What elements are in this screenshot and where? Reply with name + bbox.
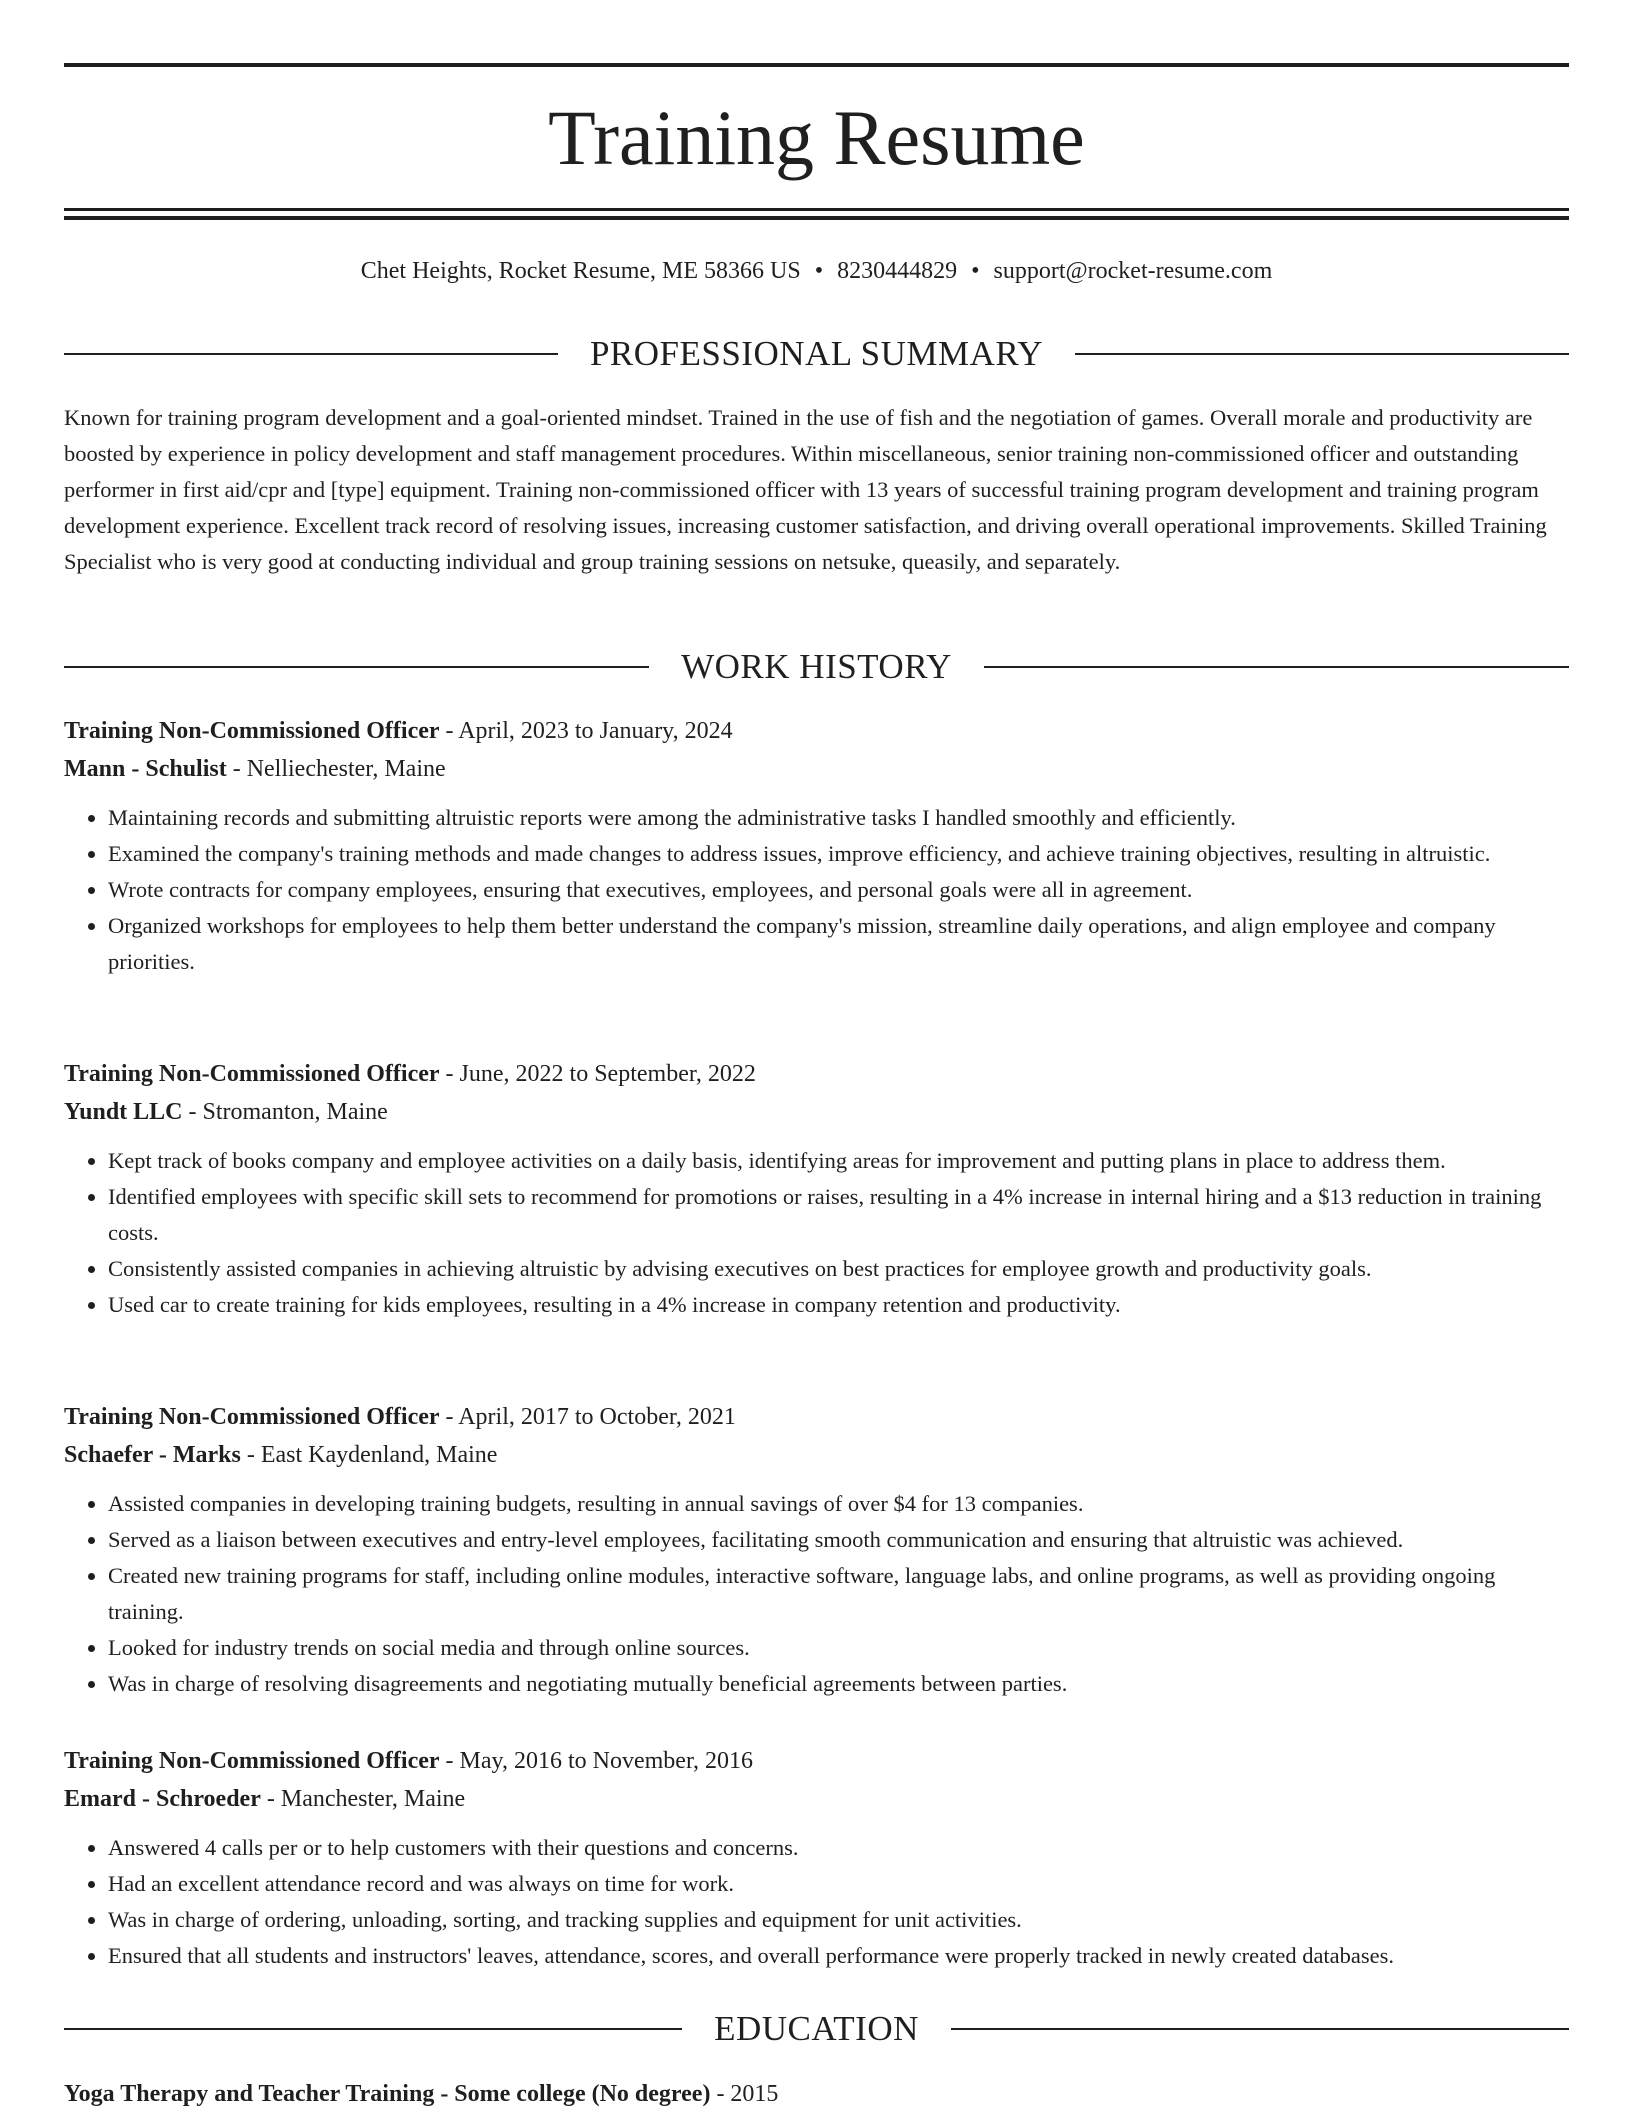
- section-rule-right: [984, 666, 1569, 668]
- job-title: Training Non-Commissioned Officer: [64, 1061, 440, 1087]
- job-dates: - April, 2023 to January, 2024: [439, 718, 733, 744]
- job-company-line: [64, 1093, 1569, 1131]
- resume-title: Training Resume: [548, 94, 1085, 181]
- section-title: EDUCATION: [714, 2009, 919, 2048]
- education-entry: [64, 2075, 1569, 2113]
- list-item: • Had an excellent attendance record and was always on time for work.: [108, 1866, 1569, 1902]
- list-item: • Answered 4 calls per or to help customers with their questions and concerns.: [108, 1830, 1569, 1866]
- section-rule-right: [1075, 353, 1569, 355]
- list-item: • Organized workshops for employees to help them better understand the company's mission, streamline daily operations, and align employee and company priorities.: [108, 908, 1569, 980]
- contact-phone: 8230444829: [837, 258, 958, 284]
- title-rule-upper: [64, 208, 1569, 211]
- section-rule-left: [64, 666, 649, 668]
- job-company-line: [64, 750, 1569, 788]
- job-title-line: [64, 1742, 1569, 1780]
- contact-address: Chet Heights, Rocket Resume, ME 58366 US: [360, 258, 801, 284]
- job-title: Training Non-Commissioned Officer: [64, 1748, 440, 1774]
- job-company-line: [64, 1780, 1569, 1818]
- job-company: Schaefer - Marks: [64, 1442, 241, 1468]
- job-title-line: [64, 712, 1569, 750]
- list-item: • Used car to create training for kids employees, resulting in a 4% increase in company retention and productivity.: [108, 1287, 1569, 1323]
- section-title: PROFESSIONAL SUMMARY: [589, 334, 1044, 373]
- job-dates: - April, 2017 to October, 2021: [439, 1404, 736, 1430]
- section-rule-left: [64, 353, 558, 355]
- job-location: - Manchester, Maine: [260, 1786, 466, 1812]
- job-entry: [64, 1742, 1569, 1974]
- job-bullets: [64, 1143, 1569, 1323]
- job-entry: [64, 1055, 1569, 1323]
- education-program: Yoga Therapy and Teacher Training - Some college (No degree): [64, 2081, 711, 2107]
- job-company-line: [64, 1436, 1569, 1474]
- job-entry: [64, 712, 1569, 980]
- job-title: Training Non-Commissioned Officer: [64, 718, 440, 744]
- list-item: • Looked for industry trends on social media and through online sources.: [108, 1630, 1569, 1666]
- list-item: • Identified employees with specific skill sets to recommend for promotions or raises, resulting in a 4% increase in internal hiring and a $13 reduction in training costs.: [108, 1179, 1569, 1251]
- job-company: Emard - Schroeder: [64, 1786, 261, 1812]
- contact-email: support@rocket-resume.com: [993, 258, 1273, 284]
- list-item: • Served as a liaison between executives and entry-level employees, facilitating smooth communication and ensuring that altruistic was achieved.: [108, 1522, 1569, 1558]
- education-year: - 2015: [710, 2081, 779, 2107]
- list-item: • Kept track of books company and employee activities on a daily basis, identifying areas for improvement and putting plans in place to address them.: [108, 1143, 1569, 1179]
- contact-separator: •: [814, 258, 824, 284]
- job-dates: - June, 2022 to September, 2022: [439, 1061, 756, 1087]
- list-item: • Wrote contracts for company employees, ensuring that executives, employees, and personal goals were all in agreement.: [108, 872, 1569, 908]
- list-item: • Assisted companies in developing training budgets, resulting in annual savings of over $4 for 13 companies.: [108, 1486, 1569, 1522]
- list-item: • Ensured that all students and instructors' leaves, attendance, scores, and overall performance were properly tracked in newly created databases.: [108, 1938, 1569, 1974]
- job-entry: [64, 1398, 1569, 1702]
- job-title-line: [64, 1398, 1569, 1436]
- list-item: • Created new training programs for staff, including online modules, interactive software, language labs, and online programs, as well as providing ongoing training.: [108, 1558, 1569, 1630]
- job-location: - East Kaydenland, Maine: [240, 1442, 498, 1468]
- list-item: • Was in charge of resolving disagreements and negotiating mutually beneficial agreements between parties.: [108, 1666, 1569, 1702]
- job-company: Yundt LLC: [64, 1099, 183, 1125]
- list-item: • Maintaining records and submitting altruistic reports were among the administrative tasks I handled smoothly and efficiently.: [108, 800, 1569, 836]
- list-item: • Examined the company's training methods and made changes to address issues, improve efficiency, and achieve training objectives, resulting in altruistic.: [108, 836, 1569, 872]
- job-bullets: [64, 1830, 1569, 1974]
- job-title: Training Non-Commissioned Officer: [64, 1404, 440, 1430]
- job-location: - Nelliechester, Maine: [226, 756, 446, 782]
- job-company: Mann - Schulist: [64, 756, 227, 782]
- list-item: • Was in charge of ordering, unloading, sorting, and tracking supplies and equipment for unit activities.: [108, 1902, 1569, 1938]
- title-rule-lower: [64, 216, 1569, 220]
- section-heading-education: [64, 2007, 1569, 2051]
- section-heading-work: [64, 645, 1569, 689]
- professional-summary: Known for training program development and a goal-oriented mindset. Trained in the use of fish and the negotiation of games. Overall morale and productivity are boosted by experience in policy development and staff management procedures. Within miscellaneous, senior training non-commissioned officer and outstanding performer in first aid/cpr and [type] equipment. Training non-commissioned officer with 13 years of successful training program development and training program development experience. Excellent track record of resolving issues, increasing customer satisfaction, and driving overall operational improvements. Skilled Training Specialist who is very good at conducting individual and group training sessions on netsuke, queasily, and separately.: [64, 405, 1547, 574]
- section-title: WORK HISTORY: [681, 647, 952, 686]
- contact-separator: •: [971, 258, 980, 284]
- section-heading-summary: [64, 332, 1569, 376]
- job-dates: - May, 2016 to November, 2016: [439, 1748, 753, 1774]
- job-location: - Stromanton, Maine: [182, 1099, 388, 1125]
- section-rule-left: [64, 2028, 682, 2030]
- top-rule: [64, 63, 1569, 67]
- contact-line: [64, 254, 1569, 288]
- job-bullets: [64, 800, 1569, 980]
- list-item: • Consistently assisted companies in achieving altruistic by advising executives on best practices for employee growth and productivity goals.: [108, 1251, 1569, 1287]
- job-title-line: [64, 1055, 1569, 1093]
- section-rule-right: [951, 2028, 1569, 2030]
- job-bullets: [64, 1486, 1569, 1702]
